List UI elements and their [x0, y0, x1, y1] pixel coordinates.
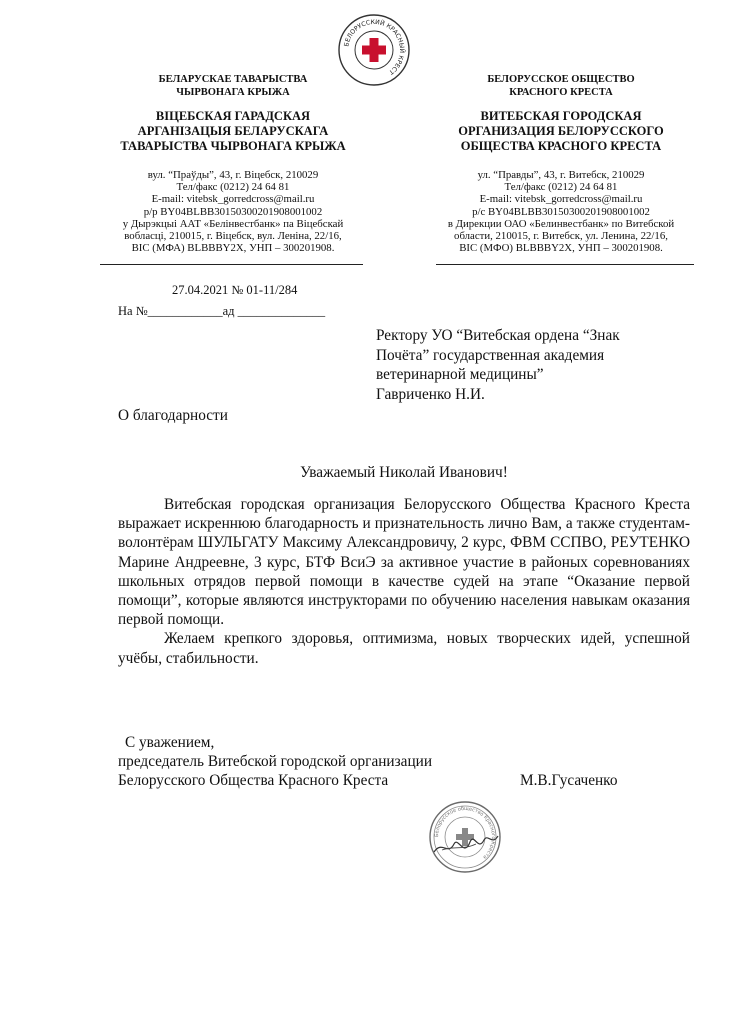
right-society-line-2: КРАСНОГО КРЕСТА	[509, 86, 613, 98]
right-bic-line: BIC (МФО) BLBBBY2X, УНП – 300201908.	[459, 242, 663, 255]
right-org-line-2: ОРГАНИЗАЦИЯ БЕЛОРУССКОГО	[458, 124, 664, 138]
closing-position-line-1: председатель Витебской городской организации	[118, 753, 433, 770]
right-org-line-1: ВИТЕБСКАЯ ГОРОДСКАЯ	[480, 109, 642, 123]
right-header-rule	[436, 264, 694, 265]
left-address-line: вул. “Праўды”, 43, г. Віцебск, 210029	[147, 169, 319, 181]
right-bank-line-1: в Дирекции ОАО «Белинвестбанк» по Витебской	[447, 217, 675, 230]
left-org-line-2: АРГАНІЗАЦЫЯ БЕЛАРУСКАГА	[137, 124, 329, 138]
right-phone-line: Тел/факс (0212) 24 64 81	[504, 181, 618, 194]
right-account-line: р/с BY04BLBB30150300201908001002	[472, 205, 650, 218]
letter-body	[118, 495, 690, 668]
signatory-name: М.В.Гусаченко	[520, 772, 618, 789]
addressee-line-3: ветеринарной медицины”	[376, 366, 544, 383]
left-header	[104, 74, 362, 254]
left-org-line-1: ВІЦЕБСКАЯ ГАРАДСКАЯ	[155, 109, 311, 123]
addressee-line-2: Почёта” государственная академия	[376, 346, 605, 364]
left-email-line: E-mail: vitebsk_gorredcross@mail.ru	[151, 193, 315, 206]
body-paragraph-1: Витебская городская организация Белорусского Общества Красного Креста выражает искреннюю благодарность и признательность лично Вам, а также студентам-волонтёрам ШУЛЬГАТУ Максиму Александровичу, 2 курс, ФВМ ССПВО, РЕУТЕНКО Марине Андреевне, 3 курс, БТФ ВсиЭ за активное участие в районых соревнованиях школьных отрядов первой помощи в качестве судей на этапе “Оказание первой помощи”, которые являются инструкторами по обучению населения навыкам оказания первой помощи.	[118, 496, 690, 629]
closing-position-line-2: Белорусского Общества Красного Креста	[118, 772, 389, 789]
left-society-line-2: ЧЫРВОНАГА КРЫЖА	[176, 86, 290, 98]
closing-regards: С уважением,	[125, 734, 215, 751]
left-account-line: р/р BY04BLBB30150300201908001002	[143, 205, 323, 218]
addressee-line-1: Ректору УО “Витебская ордена “Знак	[376, 327, 620, 344]
official-stamp	[428, 800, 502, 874]
left-bank-line-1: у Дырэкцыі ААТ «Белінвестбанк» па Віцебскай	[122, 217, 344, 230]
right-org-line-3: ОБЩЕСТВА КРАСНОГО КРЕСТА	[460, 139, 662, 153]
addressee-line-4: Гавриченко Н.И.	[376, 385, 485, 403]
addressee-block	[376, 326, 620, 404]
left-society-line-1: БЕЛАРУСКАЕ ТАВАРЫСТВА	[158, 74, 308, 85]
right-email-line: E-mail: vitebsk_gorredcross@mail.ru	[479, 193, 643, 206]
right-bank-line-2: области, 210015, г. Витебск, ул. Ленина, 22/16,	[454, 230, 668, 243]
red-cross-icon	[362, 38, 386, 62]
right-address-line: ул. “Правды”, 43, г. Витебск, 210029	[477, 169, 645, 181]
right-society-line-1: БЕЛОРУССКОЕ ОБЩЕСТВО	[487, 74, 635, 85]
body-paragraph-2: Желаем крепкого здоровья, оптимизма, новых творческих идей, успешной учёбы, стабильности.	[118, 630, 690, 667]
left-org-line-3: ТАВАРЫСТВА ЧЫРВОНАГА КРЫЖА	[120, 139, 346, 153]
logo-ring-text: БЕЛОРУССКИЙ КРАСНЫЙ КРЕСТ	[343, 18, 406, 76]
salutation: Уважаемый Николай Иванович!	[300, 464, 508, 481]
left-bank-line-2: вобласці, 210015, г. Віцебск, вул. Леніна, 22/16,	[124, 230, 342, 243]
incoming-reference: На №____________ад ______________	[118, 304, 326, 318]
stamp-ring-text: Белорусское общество Красного Креста	[433, 805, 497, 861]
letter-subject: О благодарности	[118, 407, 228, 424]
left-bic-line: BIC (МФА) BLBBBY2X, УНП – 300201908.	[131, 242, 335, 255]
left-header-rule	[100, 264, 363, 265]
left-phone-line: Тел/факс (0212) 24 64 81	[176, 181, 290, 194]
outgoing-date-number: 27.04.2021 № 01-11/284	[172, 283, 298, 297]
right-header	[432, 74, 690, 254]
